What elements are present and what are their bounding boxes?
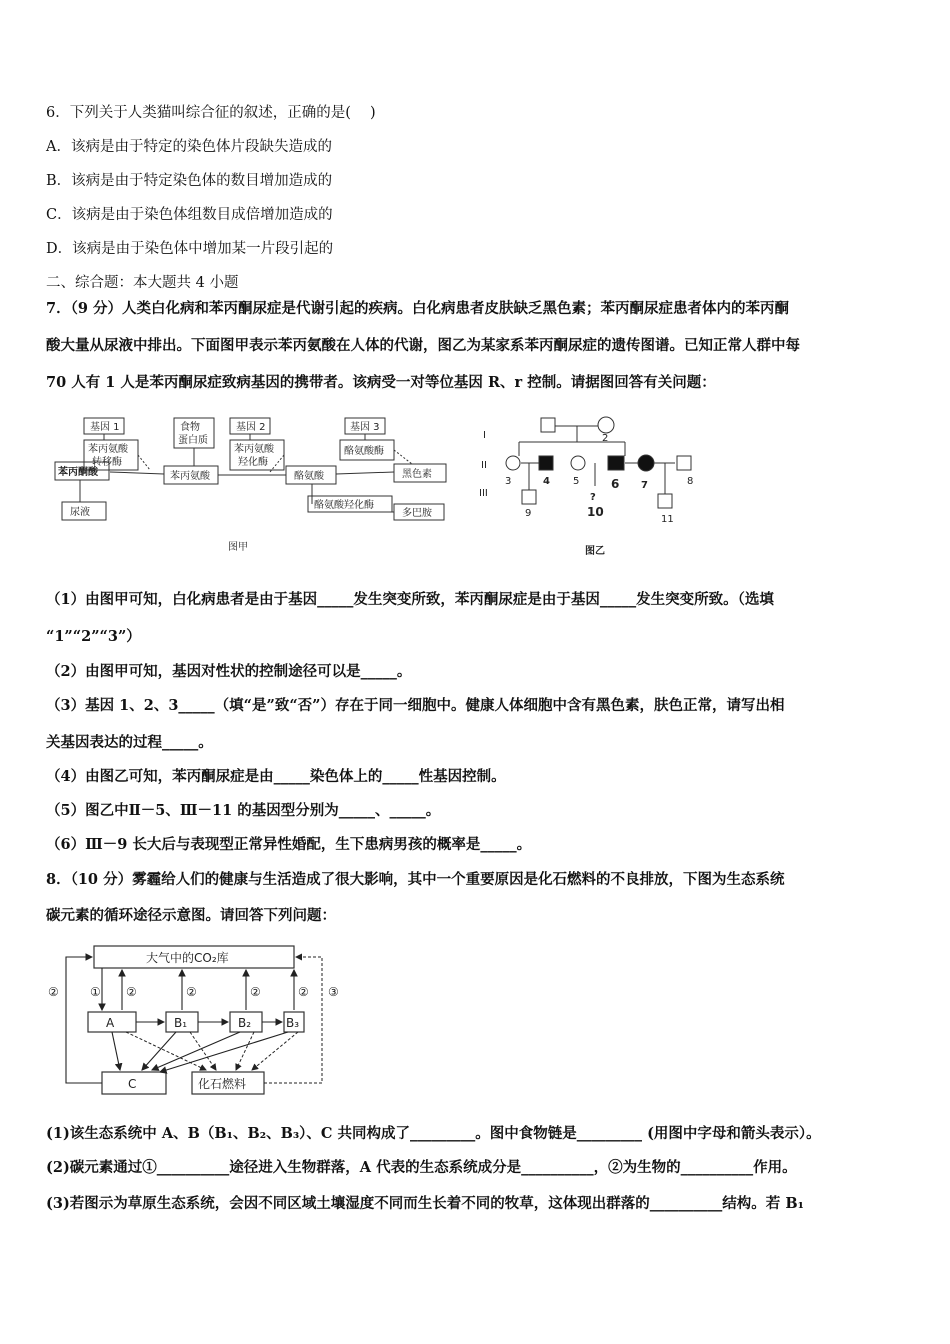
figure-jia xyxy=(50,410,460,560)
section-title: 二、综合题：本大题共 4 小题 xyxy=(46,275,239,291)
yi-n3: 3 xyxy=(505,476,512,487)
cc-label-2-a: ② xyxy=(126,985,137,999)
jia-melanin: 黑色素 xyxy=(402,469,432,480)
q6-option-d: D．该病是由于染色体中增加某一片段引起的 xyxy=(46,241,334,257)
q7-sub-3-cont: 关基因表达的过程_____。 xyxy=(46,734,213,751)
jia-phe-ketone: 苯丙酮酸 xyxy=(58,467,98,478)
q6-option-b: B．该病是由于特定染色体的数目增加造成的 xyxy=(46,173,333,189)
jia-tyr-hydrox: 酪氨酸羟化酶 xyxy=(314,500,374,511)
jia-enz2b: 羟化酶 xyxy=(238,457,268,468)
yi-n2: 2 xyxy=(602,433,609,444)
jia-enz1a: 苯丙氨酸 xyxy=(88,444,128,455)
yi-n8: 8 xyxy=(687,476,694,487)
q7-sub-2: （2）由图甲可知，基因对性状的控制途径可以是_____。 xyxy=(46,663,412,680)
q7-sub-1: （1）由图甲可知，白化病患者是由于基因_____发生突变所致，苯丙酮尿症是由于基因_____发生突变所致。（选填 xyxy=(46,591,774,608)
figure-yi-pedigree xyxy=(475,408,715,563)
jia-phe: 苯丙氨酸 xyxy=(170,471,210,482)
cc-B3: B₃ xyxy=(286,1016,300,1030)
yi-unknown: ? xyxy=(590,492,596,503)
q7-sub-1-cont: “1”“2”“3”） xyxy=(46,628,141,645)
yi-n9: 9 xyxy=(525,508,532,519)
yi-n7: 7 xyxy=(641,480,648,491)
cc-fossil: 化石燃料 xyxy=(198,1077,247,1091)
cc-label-2-d: ② xyxy=(298,985,309,999)
cc-co2: 大气中的CO₂库 xyxy=(146,951,229,965)
q8-sub-2: (2)碳元素通过①__________途径进入生物群落，A 代表的生态系统成分是__________，②为生物的__________作用。 xyxy=(46,1159,797,1176)
yi-caption: 图乙 xyxy=(585,546,605,557)
q6-option-a: A．该病是由于特定的染色体片段缺失造成的 xyxy=(46,139,332,155)
cc-label-2-b: ② xyxy=(186,985,197,999)
q7-stem-3: 70 人有 1 人是苯丙酮尿症致病基因的携带者。该病受一对等位基因 R、r 控制。请据图回答有关问题： xyxy=(46,374,716,391)
cc-B2: B₂ xyxy=(238,1016,252,1030)
jia-food: 食物 xyxy=(180,422,200,433)
yi-gen-1: I xyxy=(483,430,486,441)
q7-sub-5: （5）图乙中Ⅱ－5、Ⅲ－11 的基因型分别为_____、_____。 xyxy=(46,802,441,819)
q6-stem: 6．下列关于人类猫叫综合征的叙述，正确的是( ) xyxy=(46,105,376,121)
q7-sub-4: （4）由图乙可知，苯丙酮尿症是由_____染色体上的_____性基因控制。 xyxy=(46,768,506,785)
yi-n5: 5 xyxy=(573,476,580,487)
cc-A: A xyxy=(106,1016,115,1030)
jia-food2: 蛋白质 xyxy=(178,435,208,446)
q8-sub-1: (1)该生态系统中 A、B（B₁、B₂、B₃）、C 共同构成了_________。图中食物链是_________ (用图中字母和箭头表示）。 xyxy=(46,1125,821,1142)
jia-enz1b: 转移酶 xyxy=(92,457,122,468)
jia-gene1: 基因 1 xyxy=(90,422,120,433)
cc-label-1: ① xyxy=(90,985,101,999)
jia-tyrase: 酪氨酸酶 xyxy=(344,446,384,457)
yi-gen-2: II xyxy=(481,460,487,471)
jia-dopamine: 多巴胺 xyxy=(402,508,432,519)
q7-stem-2: 酸大量从尿液中排出。下面图甲表示苯丙氨酸在人体的代谢，图乙为某家系苯丙酮尿症的遗传图谱。已知正常人群中每 xyxy=(46,337,800,354)
jia-enz2a: 苯丙氨酸 xyxy=(234,444,274,455)
cc-label-2-c: ② xyxy=(250,985,261,999)
yi-gen-3: III xyxy=(479,488,488,499)
q6-option-c: C．该病是由于染色体组数目成倍增加造成的 xyxy=(46,207,333,223)
cc-label-3: ③ xyxy=(328,985,339,999)
jia-gene2: 基因 2 xyxy=(236,422,266,433)
yi-n10: 10 xyxy=(587,505,604,519)
yi-n4: 4 xyxy=(543,476,550,487)
jia-tyr: 酪氨酸 xyxy=(294,471,324,482)
cc-C: C xyxy=(128,1077,137,1091)
jia-gene3: 基因 3 xyxy=(350,422,380,433)
q8-stem-1: 8．（10 分）雾霾给人们的健康与生活造成了很大影响，其中一个重要原因是化石燃料的不良排放，下图为生态系统 xyxy=(46,871,785,888)
cc-label-2-left: ② xyxy=(48,985,59,999)
yi-n11: 11 xyxy=(661,514,674,525)
yi-n6: 6 xyxy=(611,477,620,491)
q8-stem-2: 碳元素的循环途径示意图。请回答下列问题： xyxy=(46,907,336,924)
cc-B1: B₁ xyxy=(174,1016,188,1030)
jia-urine: 尿液 xyxy=(70,507,90,518)
q7-sub-6: （6）Ⅲ－9 长大后与表现型正常异性婚配，生下患病男孩的概率是_____。 xyxy=(46,836,532,853)
q7-stem-1: 7．（9 分）人类白化病和苯丙酮尿症是代谢引起的疾病。白化病患者皮肤缺乏黑色素；苯丙酮尿症患者体内的苯丙酮 xyxy=(46,300,789,317)
jia-caption: 图甲 xyxy=(228,542,248,553)
figure-carbon-cycle xyxy=(46,940,356,1102)
q8-sub-3: (3)若图示为草原生态系统，会因不同区域土壤湿度不同而生长着不同的牧草，这体现出群落的__________结构。若 B₁ xyxy=(46,1195,804,1212)
q7-sub-3: （3）基因 1、2、3_____（填“是”致“否”）存在于同一细胞中。健康人体细胞中含有黑色素，肤色正常，请写出相 xyxy=(46,697,785,714)
